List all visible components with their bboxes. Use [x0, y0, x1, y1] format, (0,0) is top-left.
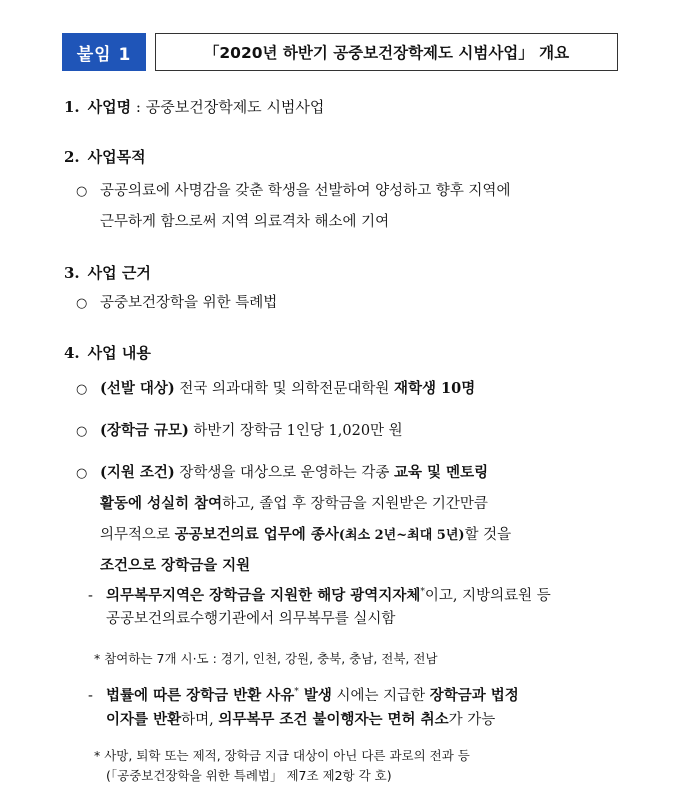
note-text: 참여하는 7개 시·도 : 경기, 인천, 강원, 충북, 충남, 전북, 전남: [104, 651, 438, 666]
selection-target-item: [76, 373, 475, 405]
section-2-heading: [64, 146, 146, 167]
circle-bullet-icon: ○: [76, 184, 88, 199]
circle-bullet-icon: ○: [76, 296, 88, 311]
dash-bullet: -: [88, 587, 93, 604]
section-3-heading: [64, 262, 151, 283]
section-title: 사업목적: [87, 148, 146, 166]
item-text: 하반기 장학금 1인당 1,020만 원: [188, 423, 403, 439]
footnote-mark: *: [294, 687, 299, 697]
basis-line: 공중보건장학을 위한 특례법: [100, 295, 278, 311]
text: 할 것을: [464, 527, 512, 543]
section-number: 1.: [64, 98, 80, 116]
item-bold-text: 교육 및 멘토링: [393, 464, 489, 481]
bold-text: 장학금과 법정: [429, 686, 519, 704]
text: 하며,: [181, 712, 219, 728]
text: 이고, 지방의료원 등: [424, 587, 551, 604]
bold-text: 공공보건의료 업무에 종사: [174, 526, 339, 543]
purpose-line-1: 공공의료에 사명감을 갖춘 학생을 선발하여 양성하고 향후 지역에: [100, 183, 511, 199]
section-number: 4.: [64, 344, 80, 362]
service-region-line-2: 공공보건의료수행기관에서 의무복무를 실시함: [106, 611, 396, 627]
support-condition-item: [76, 457, 488, 489]
bold-text: 의무복무 조건 불이행자는 면허 취소: [218, 711, 449, 728]
bold-text: 법률에 따른 장학금 반환 사유: [106, 686, 295, 704]
duration-text: (최소 2년~최대 5년): [338, 528, 465, 543]
text: 의무적으로: [100, 527, 175, 543]
section-number: 3.: [64, 264, 80, 282]
support-condition-line-3: [100, 519, 511, 551]
footnote-star: *: [94, 651, 101, 666]
circle-bullet-icon: ○: [76, 382, 88, 397]
bold-text: 발생: [298, 686, 332, 704]
attachment-tag: 붙임 1: [62, 33, 146, 71]
repayment-reasons-note-line-2: (「공중보건장학을 위한 특례법」 제7조 제2항 각 호): [106, 768, 392, 783]
text: 하고, 졸업 후 장학금을 지원받은 기간만큼: [222, 496, 488, 512]
text: 가 가능: [448, 712, 496, 728]
section-title: 사업 내용: [87, 344, 151, 362]
item-bold-text: 재학생 10명: [393, 380, 476, 397]
bold-text: 의무복무지역은 장학금을 지원한 해당 광역지자체: [106, 586, 421, 604]
section-title: 사업명: [87, 98, 132, 116]
footnote-mark: *: [420, 587, 425, 597]
item-text: 전국 의과대학 및 의학전문대학원: [174, 381, 394, 397]
participating-regions-note: [94, 649, 438, 667]
item-label: (선발 대상): [100, 380, 175, 397]
scholarship-size-item: [76, 415, 403, 447]
section-separator: :: [131, 98, 146, 116]
basis-item: [76, 288, 277, 319]
item-label: (지원 조건): [100, 464, 175, 481]
purpose-item: [76, 176, 510, 207]
dash-bullet: -: [88, 687, 93, 704]
section-1-heading: [64, 96, 324, 117]
section-title: 사업 근거: [87, 264, 151, 282]
circle-bullet-icon: ○: [76, 424, 88, 439]
bold-text: 조건으로 장학금을 지원: [100, 557, 251, 574]
bold-text: 이자를 반환: [106, 711, 182, 728]
repayment-reasons-note: [94, 746, 470, 764]
support-condition-line-4: [100, 550, 250, 582]
purpose-line-2: 근무하게 함으로써 지역 의료격차 해소에 기여: [100, 214, 390, 230]
section-value: 공중보건장학제도 시범사업: [145, 98, 325, 116]
document-title: 「2020년 하반기 공중보건장학제도 시범사업」 개요: [155, 33, 618, 71]
note-text: 사망, 퇴학 또는 제적, 장학금 지급 대상이 아닌 다른 과로의 전과 등: [104, 748, 470, 763]
text: 시에는 지급한: [331, 687, 430, 704]
item-text: 장학생을 대상으로 운영하는 각종: [174, 465, 394, 481]
footnote-star: *: [94, 748, 101, 763]
repayment-line-2: [106, 706, 495, 734]
circle-bullet-icon: ○: [76, 466, 88, 481]
section-number: 2.: [64, 148, 80, 166]
bold-text: 활동에 성실히 참여: [100, 495, 223, 512]
section-4-heading: [64, 342, 151, 363]
item-label: (장학금 규모): [100, 422, 189, 439]
document-header: [62, 33, 617, 71]
support-condition-line-2: [100, 488, 488, 520]
